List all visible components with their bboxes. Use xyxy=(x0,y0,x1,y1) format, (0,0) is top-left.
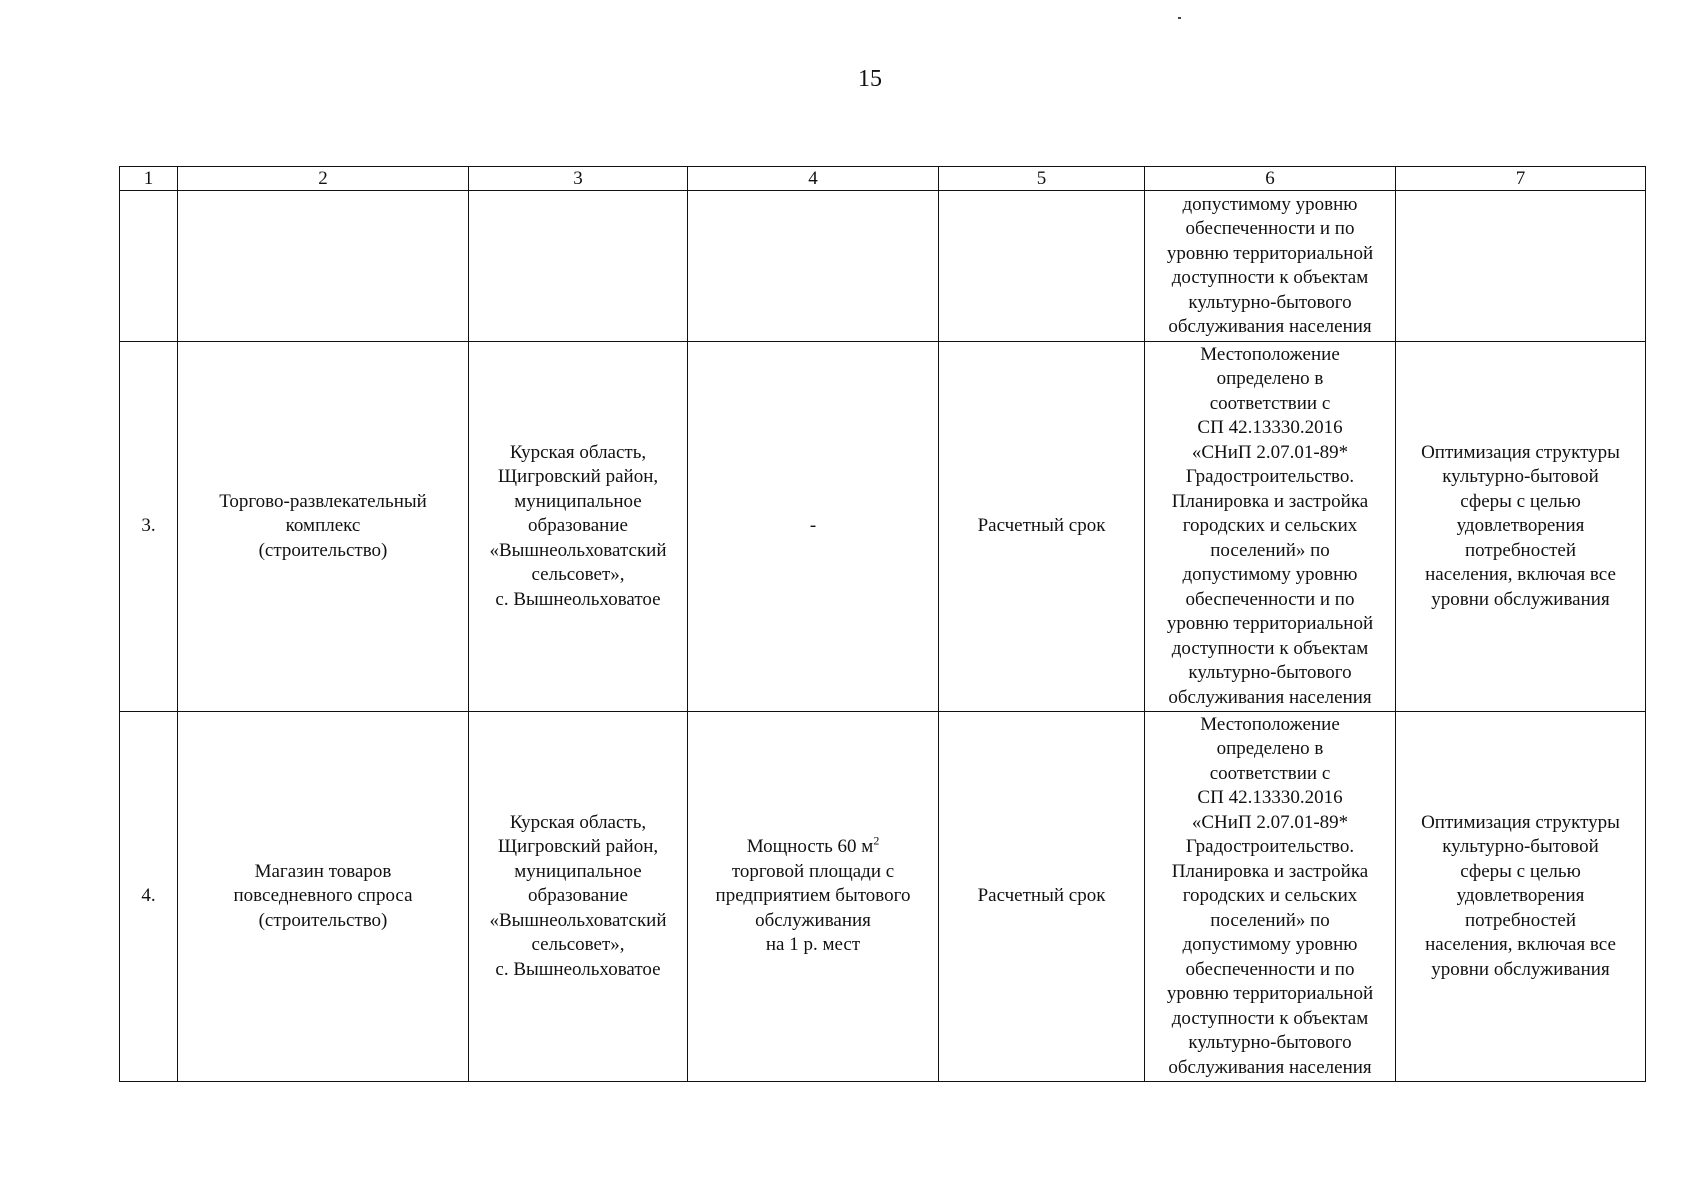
object-capacity xyxy=(688,342,939,712)
empty-cell xyxy=(1396,191,1646,342)
empty-cell xyxy=(939,191,1145,342)
planning-objects-table xyxy=(119,166,1646,1082)
empty-cell xyxy=(688,191,939,342)
object-term: Расчетный срок xyxy=(939,712,1145,1082)
object-name: Магазин товаров повседневного спроса (строительство) xyxy=(178,712,469,1082)
empty-cell xyxy=(120,191,178,342)
empty-cell xyxy=(469,191,688,342)
object-purpose: Оптимизация структуры культурно-бытовой сферы с целью удовлетворения потребностей населения, включая все уровни обслуживания xyxy=(1396,712,1646,1082)
capacity-text-rest: торговой площади с предприятием бытового обслуживания на 1 р. мест xyxy=(715,860,911,956)
header-row xyxy=(120,167,1646,191)
empty-cell xyxy=(178,191,469,342)
scan-speck xyxy=(1178,17,1181,19)
header-cell-6: 6 xyxy=(1145,167,1396,191)
header-cell-1: 1 xyxy=(120,167,178,191)
header-cell-4: 4 xyxy=(688,167,939,191)
row-number: 3. xyxy=(120,342,178,712)
capacity-text: - xyxy=(809,515,817,537)
table-row xyxy=(120,342,1646,712)
object-purpose: Оптимизация структуры культурно-бытовой сферы с целью удовлетворения потребностей населения, включая все уровни обслуживания xyxy=(1396,342,1646,712)
capacity-superscript: 2 xyxy=(873,833,880,848)
object-capacity xyxy=(688,712,939,1082)
capacity-text: Мощность 60 м xyxy=(746,836,874,858)
header-cell-7: 7 xyxy=(1396,167,1646,191)
object-basis: Местоположение определено в соответствии с СП 42.13330.2016 «СНиП 2.07.01-89* Градостроительство. Планировка и застройка городских и сельских поселений» по допустимому уровню обеспеченности и по уровню территориальной доступности к объектам культурно-бытового обслуживания населения xyxy=(1145,712,1396,1082)
basis-cell-continued: допустимому уровню обеспеченности и по уровню территориальной доступности к объектам культурно-бытового обслуживания населения xyxy=(1145,191,1396,342)
object-name: Торгово-развлекательный комплекс (строительство) xyxy=(178,342,469,712)
object-location: Курская область, Щигровский район, муниципальное образование «Вышнеольховатский сельсовет», с. Вышнеольховатое xyxy=(469,712,688,1082)
page-number: 15 xyxy=(858,66,882,92)
continued-row xyxy=(120,191,1646,342)
object-location: Курская область, Щигровский район, муниципальное образование «Вышнеольховатский сельсовет», с. Вышнеольховатое xyxy=(469,342,688,712)
header-cell-2: 2 xyxy=(178,167,469,191)
object-basis: Местоположение определено в соответствии с СП 42.13330.2016 «СНиП 2.07.01-89* Градостроительство. Планировка и застройка городских и сельских поселений» по допустимому уровню обеспеченности и по уровню территориальной доступности к объектам культурно-бытового обслуживания населения xyxy=(1145,342,1396,712)
header-cell-3: 3 xyxy=(469,167,688,191)
row-number: 4. xyxy=(120,712,178,1082)
object-term: Расчетный срок xyxy=(939,342,1145,712)
header-cell-5: 5 xyxy=(939,167,1145,191)
table-row xyxy=(120,712,1646,1082)
